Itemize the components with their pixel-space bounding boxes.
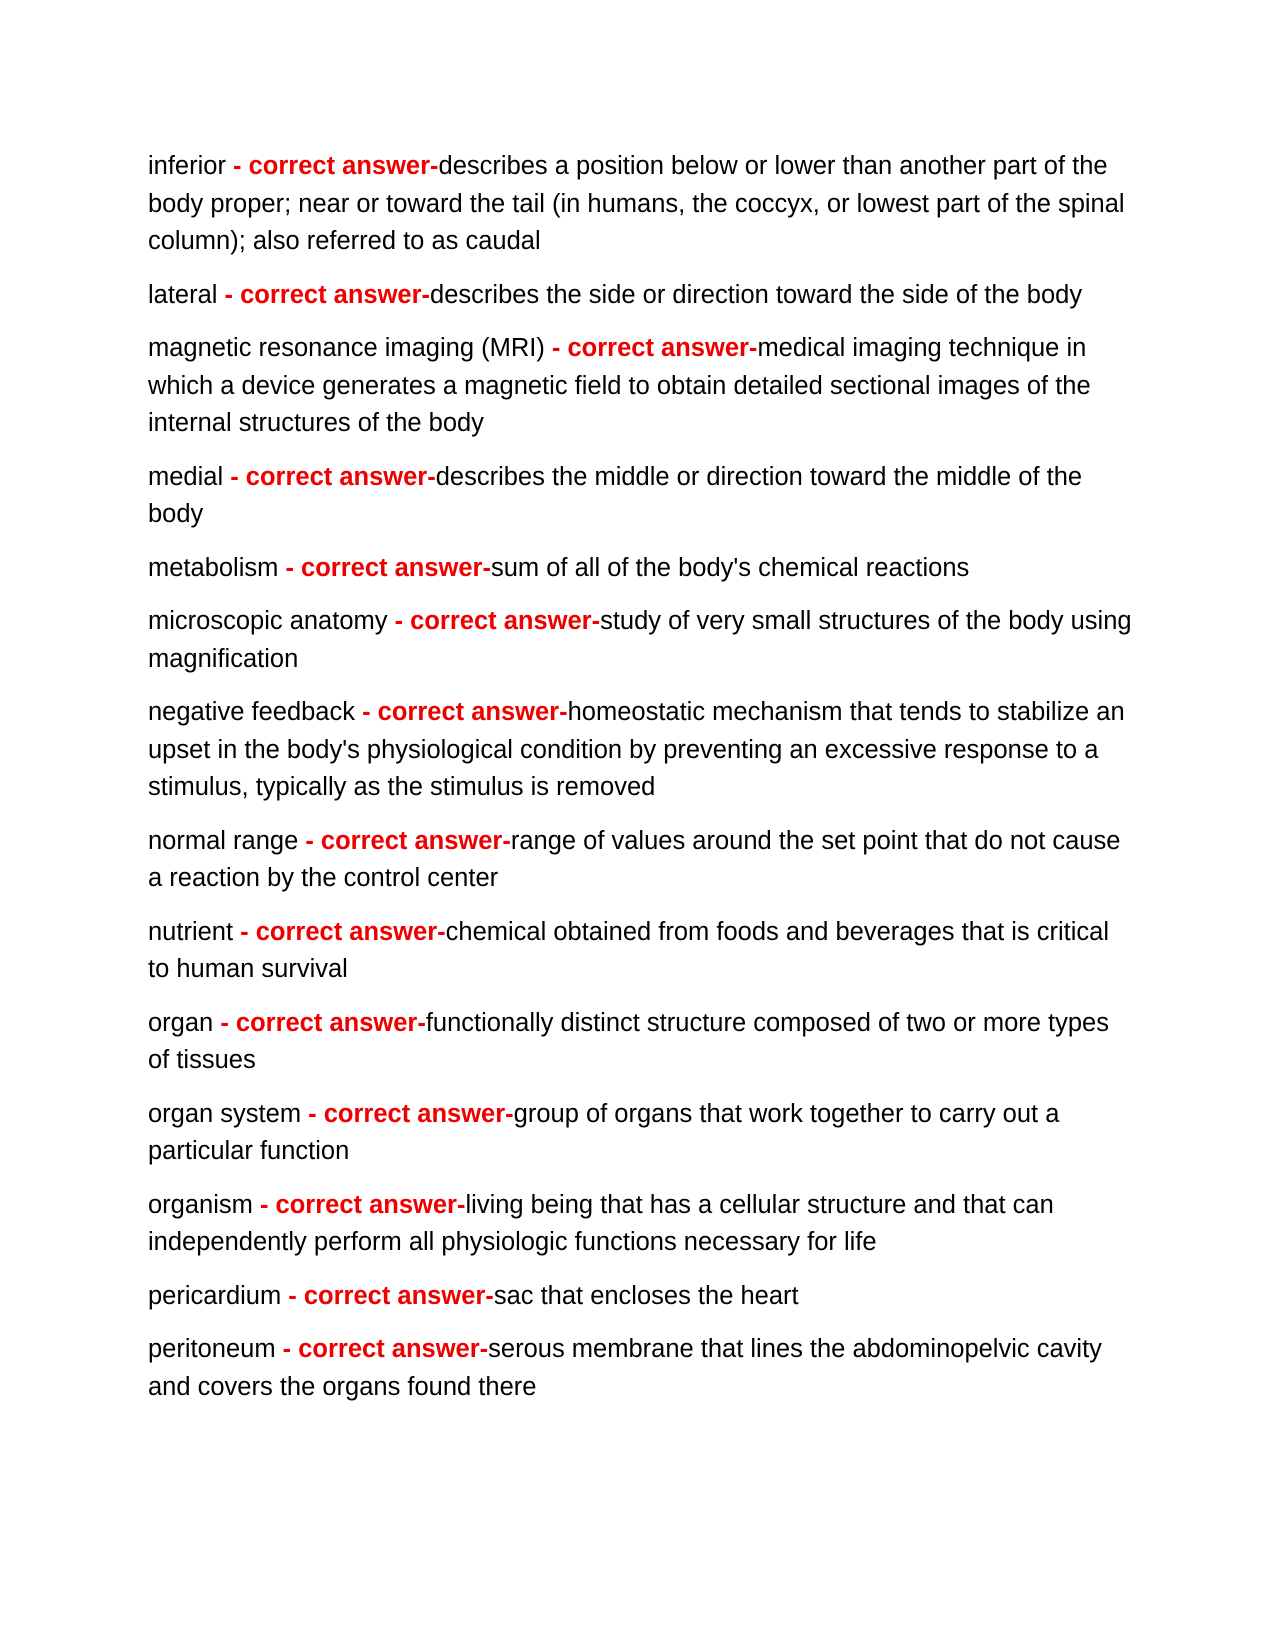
glossary-entry <box>148 459 1133 534</box>
entry-definition: sac that encloses the heart <box>493 1281 799 1310</box>
entry-term: organ <box>148 1008 214 1037</box>
glossary-entry <box>148 603 1133 678</box>
entry-term: organism <box>148 1190 253 1219</box>
glossary-entry <box>148 330 1133 443</box>
glossary-entry <box>148 694 1133 807</box>
glossary-entry <box>148 277 1133 315</box>
answer-marker: - correct answer- <box>252 1190 466 1219</box>
answer-marker: - correct answer- <box>213 1008 426 1037</box>
glossary-entry <box>148 1187 1133 1262</box>
answer-marker: - correct answer- <box>298 826 511 855</box>
answer-marker: - correct answer- <box>544 334 758 362</box>
glossary-entry <box>148 914 1133 989</box>
entry-definition: study of very small structures of the body using magnification <box>148 607 1132 673</box>
glossary-entry <box>148 1005 1133 1080</box>
entry-term: normal range <box>148 826 299 855</box>
answer-marker: - correct answer- <box>355 698 568 726</box>
entry-definition: sum of all of the body's chemical reactions <box>490 553 970 582</box>
entry-definition: serous membrane that lines the abdominopelvic cavity and covers the organs found there <box>148 1335 1102 1401</box>
answer-marker: - correct answer- <box>387 607 601 635</box>
answer-marker: - correct answer- <box>217 280 431 309</box>
entry-term: organ system <box>148 1099 302 1128</box>
answer-marker: - correct answer- <box>225 152 439 180</box>
entry-definition: medical imaging technique in which a device generates a magnetic field to obtain detailed sectional images of the internal structures of the body <box>148 334 1091 437</box>
answer-marker: - correct answer- <box>223 462 436 491</box>
answer-marker: - correct answer- <box>278 553 491 582</box>
glossary-entry <box>148 823 1133 898</box>
answer-marker: - correct answer- <box>275 1335 489 1363</box>
entry-definition: living being that has a cellular structure and that can independently perform all physiologic functions necessary for life <box>148 1190 1054 1256</box>
glossary-entry <box>148 1278 1133 1316</box>
entry-term: magnetic resonance imaging (MRI) <box>148 334 545 362</box>
answer-marker: - correct answer- <box>301 1099 514 1128</box>
entry-definition: group of organs that work together to carry out a particular function <box>148 1099 1060 1165</box>
glossary-entry <box>148 1096 1133 1171</box>
glossary-entry <box>148 148 1133 261</box>
entry-term: peritoneum <box>148 1335 276 1363</box>
answer-marker: - correct answer- <box>281 1281 494 1310</box>
entry-definition: describes a position below or lower than another part of the body proper; near or toward the tail (in humans, the coccyx, or lowest part of the spinal column); also referred to as caudal <box>148 152 1125 255</box>
entry-definition: describes the side or direction toward the side of the body <box>430 280 1083 309</box>
entry-definition: range of values around the set point that do not cause a reaction by the control center <box>148 826 1121 892</box>
entry-term: lateral <box>148 280 218 309</box>
answer-marker: - correct answer- <box>233 917 446 946</box>
entry-term: nutrient <box>148 917 234 946</box>
glossary-entry <box>148 1331 1133 1406</box>
entry-definition: chemical obtained from foods and beverages that is critical to human survival <box>148 917 1110 983</box>
entry-term: microscopic anatomy <box>148 607 388 635</box>
entry-term: negative feedback <box>148 698 355 726</box>
entry-definition: homeostatic mechanism that tends to stabilize an upset in the body's physiological condition by preventing an excessive response to a stimulus, typically as the stimulus is removed <box>148 698 1125 801</box>
entry-term: metabolism <box>148 553 279 582</box>
entry-term: medial <box>148 462 224 491</box>
entry-term: pericardium <box>148 1281 282 1310</box>
document-page <box>148 148 1133 1422</box>
entry-definition: describes the middle or direction toward the middle of the body <box>148 462 1083 528</box>
glossary-entry <box>148 550 1133 588</box>
entry-term: inferior <box>148 152 226 180</box>
entry-definition: functionally distinct structure composed of two or more types of tissues <box>148 1008 1109 1074</box>
